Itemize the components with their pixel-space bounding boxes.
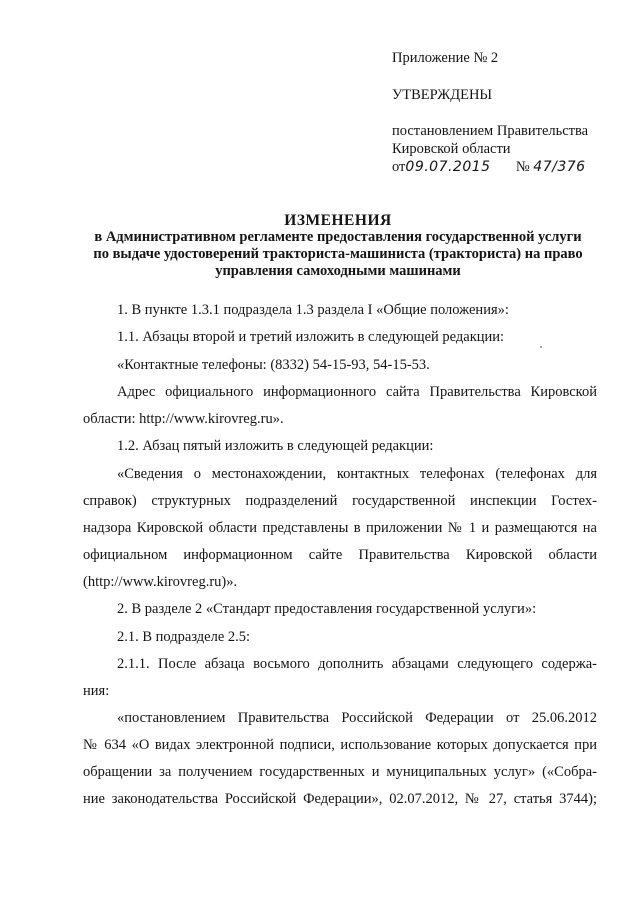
body-line-16: «постановлением Правительства Российской Федерации от 25.06.2012 [117, 710, 597, 726]
body-line-13: 2.1. В подразделе 2.5: [117, 629, 251, 645]
body-line-05: области: http://www.kirovreg.ru». [83, 411, 284, 427]
body-line-07: «Сведения о местонахождении, контактных телефонах (телефонах для [117, 466, 597, 482]
decree-date: 09.07.2015 [405, 159, 491, 175]
body-line-08: справок) структурных подразделений государственной инспекции Гостех- [83, 493, 597, 509]
title-line-3: управления самоходными машинами [215, 263, 461, 279]
body-line-19: ние законодательства Российской Федерации», 02.07.2012, № 27, статья 3744); [83, 791, 597, 807]
body-line-01: 1. В пункте 1.3.1 подраздела 1.3 раздела I «Общие положения»: [117, 302, 509, 318]
body-line-06: 1.2. Абзац пятый изложить в следующей редакции: [117, 438, 434, 454]
title-line-1: в Административном регламенте предоставления государственной услуги [94, 229, 582, 245]
body-line-12: 2. В разделе 2 «Стандарт предоставления государственной услуги»: [117, 601, 537, 617]
date-prefix: от [392, 159, 406, 175]
body-line-11: (http://www.kirovreg.ru)». [83, 574, 238, 590]
scan-speck [540, 346, 542, 348]
approved-by-line2: Кировской области [392, 141, 511, 157]
title-line-2: по выдаче удостоверений тракториста-машиниста (тракториста) на право [93, 246, 583, 262]
approved-label: УТВЕРЖДЕНЫ [392, 87, 493, 103]
document-title: ИЗМЕНЕНИЯ [284, 212, 392, 229]
body-line-17: № 634 «О видах электронной подписи, использование которых допускается при [83, 737, 597, 753]
body-line-14: 2.1.1. После абзаца восьмого дополнить абзацами следующего содержа- [117, 656, 597, 672]
decree-date-number [392, 158, 586, 176]
body-line-15: ния: [83, 683, 110, 699]
body-line-02: 1.1. Абзацы второй и третий изложить в следующей редакции: [117, 329, 505, 345]
body-line-04: Адрес официального информационного сайта Правительства Кировской [117, 384, 597, 400]
body-line-18: обращении за получением государственных и муниципальных услуг» («Собра- [83, 764, 597, 780]
number-prefix: № [515, 159, 530, 175]
body-line-10: официальном информационном сайте Правительства Кировской области [83, 547, 597, 563]
body-line-09: надзора Кировской области представлены в приложении № 1 и размещаются на [83, 520, 597, 536]
body-line-03: «Контактные телефоны: (8332) 54-15-93, 54-15-53. [117, 357, 430, 373]
approved-by-line1: постановлением Правительства [392, 123, 589, 139]
appendix-label: Приложение № 2 [392, 50, 499, 66]
decree-number: 47/376 [533, 159, 586, 175]
